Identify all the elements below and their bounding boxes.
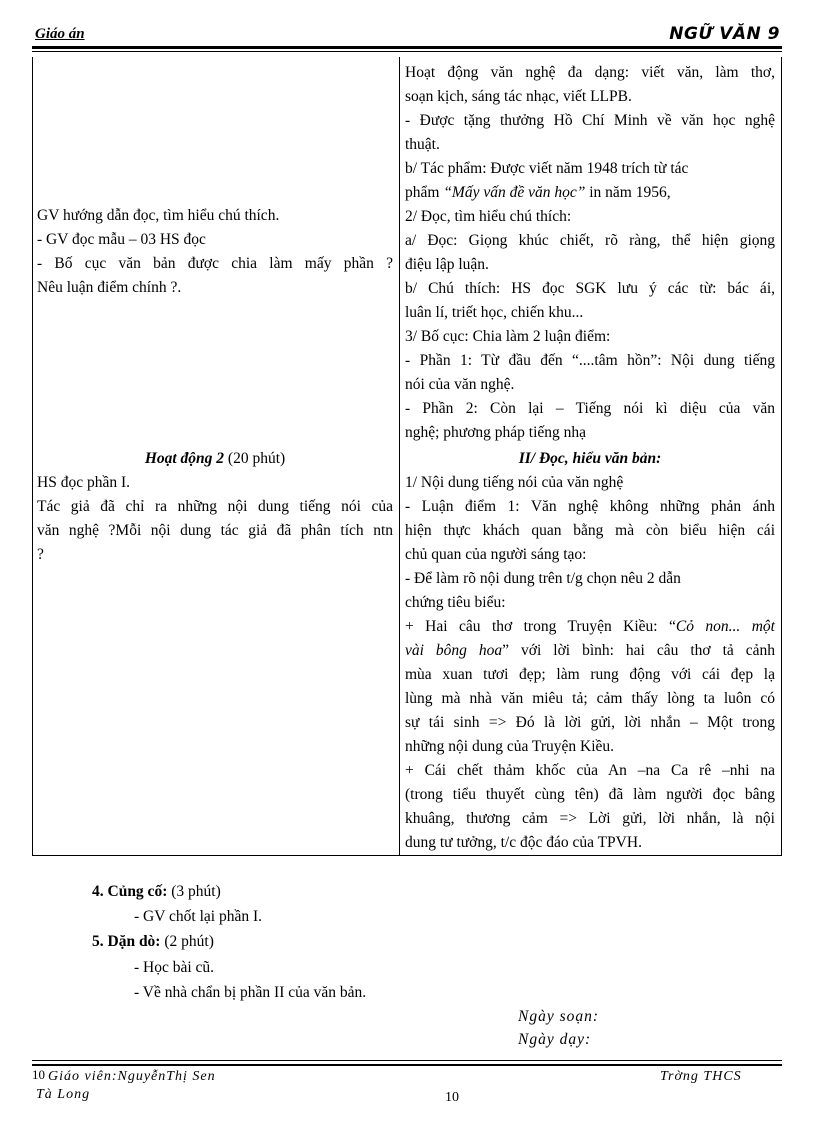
right-line: b/ Tác phẩm: Được viết năm 1948 trích từ tác <box>405 160 689 177</box>
work-title: “Mấy vấn đề văn học” <box>443 184 586 201</box>
footer-place: Tà Long <box>36 1087 91 1102</box>
page-header <box>32 26 782 46</box>
consolidation-label: 4. Củng cố: <box>92 883 168 900</box>
right-line: - Phần 2: Còn lại – Tiếng nói kì diệu của văn <box>405 400 775 417</box>
right-line: 3/ Bố cục: Chia làm 2 luận điểm: <box>405 328 611 345</box>
right-line: mùa xuan tươi đẹp; làm rung động với cái đẹp lạ <box>405 666 775 683</box>
poem-quote-start: Cỏ non... một <box>675 618 775 635</box>
left-line: ? <box>37 546 44 563</box>
right-line: nói của văn nghệ. <box>405 376 515 393</box>
poem-quote-end: vài bông hoa <box>405 642 503 659</box>
poem-line <box>405 615 775 639</box>
right-line: (trong tiểu thuyết cùng tên) đã làm người đọc bâng <box>405 786 775 803</box>
right-line: khuâng, thương cảm => Lời gửi, lời nhắn, là nội <box>405 810 775 827</box>
right-line: điệu lập luận. <box>405 256 489 273</box>
homework-item: - Học bài cũ. <box>134 959 215 976</box>
homework-time: (2 phút) <box>160 933 214 950</box>
left-line: HS đọc phần I. <box>37 474 130 491</box>
footer-number: 10 <box>32 1067 45 1082</box>
page-number: 10 <box>445 1090 459 1105</box>
work-prefix: phẩm <box>405 184 444 201</box>
right-line: + Cái chết thảm khốc của An –na Ca rê –nhi na <box>405 762 775 779</box>
right-line: hiện thực khách quan bằng mà còn biểu hiện cái <box>405 522 775 539</box>
left-line: - Bố cục văn bản được chia làm mấy phần ? <box>37 255 393 272</box>
footer-rule-thick <box>32 1064 782 1066</box>
activities-column <box>37 57 393 855</box>
right-line: sự tái sinh => Đó là lời gửi, lời nhắn – Một trong <box>405 714 775 731</box>
date-prepared: Ngày soạn: <box>518 1008 600 1025</box>
footer-rule <box>32 1060 782 1061</box>
section-heading: II/ Đọc, hiểu văn bản: <box>518 450 662 467</box>
right-line: b/ Chú thích: HS đọc SGK lưu ý các từ: bác ái, <box>405 280 775 297</box>
header-rule <box>32 46 782 49</box>
right-line: chủ quan của người sáng tạo: <box>405 546 587 563</box>
closing-section <box>0 870 816 1060</box>
right-line: - Luận điểm 1: Văn nghệ không những phản ánh <box>405 498 775 515</box>
footer-teacher: Giáo viên:NguyễnThị Sen <box>48 1069 216 1084</box>
header-rule-thin <box>32 51 782 52</box>
right-line: 2/ Đọc, tìm hiểu chú thích: <box>405 208 572 225</box>
right-line: - Để làm rõ nội dung trên t/g chọn nêu 2 dẫn <box>405 570 681 587</box>
right-line: chứng tiêu biểu: <box>405 594 506 611</box>
right-line: Hoạt động văn nghệ đa dạng: viết văn, làm thơ, <box>405 64 775 81</box>
right-line: a/ Đọc: Giọng khúc chiết, rõ ràng, thể hiện giọng <box>405 232 775 249</box>
left-line: văn nghệ ?Mỗi nội dung tác giả đã phân tích ntn <box>37 522 393 539</box>
header-doc-type: Giáo án <box>35 26 85 42</box>
footer-school: Trờng THCS <box>660 1069 742 1084</box>
right-line: 1/ Nội dung tiếng nói của văn nghệ <box>405 474 624 491</box>
homework-item: - Về nhà chẩn bị phần II của văn bản. <box>134 984 367 1001</box>
right-line: - Phần 1: Từ đầu đến “....tâm hồn”: Nội dung tiếng <box>405 352 775 369</box>
activity-time: (20 phút) <box>224 450 286 467</box>
right-line: những nội dung của Truyện Kiều. <box>405 738 615 755</box>
lesson-table <box>32 57 782 856</box>
right-line: lùng mà nhà văn miêu tả; cảm thấy lòng ta luôn có <box>405 690 775 707</box>
poem-prefix: + Hai câu thơ trong Truyện Kiều: “ <box>405 618 676 635</box>
date-taught: Ngày dạy: <box>518 1031 592 1048</box>
right-line: thuật. <box>405 136 440 153</box>
right-line: - Được tặng thưởng Hồ Chí Minh về văn học nghệ <box>405 112 775 129</box>
poem-suffix: ” với lời bình: hai câu thơ tả cảnh <box>502 642 776 659</box>
consolidation-time: (3 phút) <box>167 883 221 900</box>
left-line: Nêu luận điểm chính ?. <box>37 279 182 296</box>
homework-label: 5. Dặn dò: <box>92 933 161 950</box>
homework-heading <box>92 930 214 954</box>
header-subject: NGỮ VĂN 9 <box>669 24 780 44</box>
right-line: luân lí, triết học, chiến khu... <box>405 304 584 321</box>
consolidation-item: - GV chốt lại phần I. <box>134 908 262 925</box>
column-divider <box>399 57 400 855</box>
right-line: nghệ; phương pháp tiếng nhạ <box>405 424 587 441</box>
right-line: soạn kịch, sáng tác nhạc, viết LLPB. <box>405 88 632 105</box>
activity-title: Hoạt động 2 <box>144 450 225 467</box>
activity-heading <box>37 447 393 471</box>
consolidation-heading <box>92 880 221 904</box>
left-line: Tác giả đã chỉ ra những nội dung tiếng nói của <box>37 498 393 515</box>
left-line: GV hướng dẫn đọc, tìm hiểu chú thích. <box>37 207 280 224</box>
left-line: - GV đọc mẫu – 03 HS đọc <box>37 231 206 248</box>
work-suffix: in năm 1956, <box>585 184 671 201</box>
poem-line <box>405 639 775 663</box>
work-line <box>405 181 775 205</box>
right-line: dung tư tưởng, t/c độc đáo của TPVH. <box>405 834 642 851</box>
content-column <box>405 57 775 855</box>
